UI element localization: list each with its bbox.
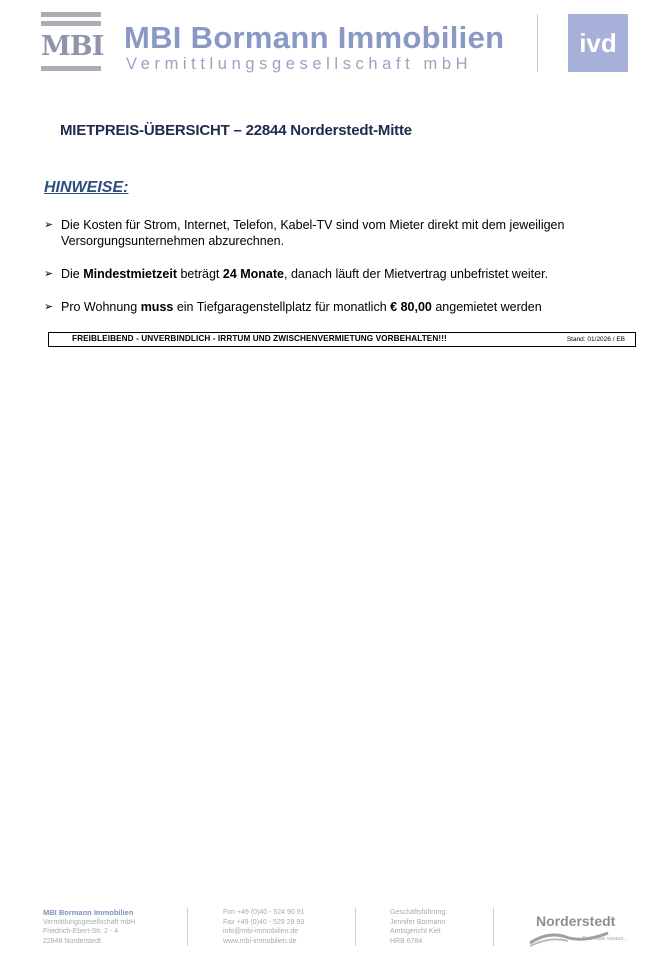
footer-line: Vermittlungsgesellschaft mbH bbox=[43, 918, 136, 926]
footer-contact bbox=[223, 908, 305, 946]
header-divider bbox=[537, 14, 538, 72]
city-slogan: Eine Idee voraus... bbox=[582, 936, 628, 942]
footer-divider bbox=[187, 908, 188, 946]
note-emphasis: € 80,00 bbox=[390, 300, 432, 314]
footer-fax: Fax +49 (0)40 - 529 29 93 bbox=[223, 918, 305, 926]
company-subtitle: Vermittlungsgesellschaft mbH bbox=[126, 55, 473, 73]
footer-line: Geschäftsführung: bbox=[390, 909, 448, 916]
note-emphasis: muss bbox=[140, 300, 174, 314]
disclaimer-box bbox=[48, 332, 636, 347]
stand-date: Stand: 01/2026 / EB bbox=[566, 336, 625, 343]
footer-divider bbox=[493, 908, 494, 946]
bullet-arrow-icon: ➢ bbox=[44, 268, 54, 280]
ivd-logo: ivd bbox=[568, 14, 628, 72]
note-line: Die Kosten für Strom, Internet, Telefon, Kabel-TV sind vom Mieter direkt mit dem jeweiligen bbox=[61, 218, 565, 232]
note-emphasis: 24 Monate bbox=[222, 267, 285, 281]
bullet-arrow-icon: ➢ bbox=[44, 219, 54, 231]
city-name: Norderstedt bbox=[536, 913, 616, 929]
company-name: MBI Bormann Immobilien bbox=[124, 20, 505, 55]
mbi-logo bbox=[41, 12, 103, 74]
logo-bar bbox=[41, 66, 101, 71]
footer-line: HRB 6784 bbox=[390, 937, 423, 945]
logo-bar bbox=[41, 12, 101, 17]
footer-website: www.mbi-immobilien.de bbox=[223, 937, 297, 945]
section-heading: HINWEISE: bbox=[44, 179, 129, 196]
footer-divider bbox=[355, 908, 356, 946]
footer-line: 22848 Norderstedt bbox=[43, 937, 101, 945]
footer-phone: Fon +49 (0)40 - 524 90 91 bbox=[223, 909, 305, 916]
note-fragment: Pro Wohnung bbox=[61, 300, 141, 314]
footer-company: MBI Bormann Immobilien bbox=[43, 908, 134, 917]
note-fragment: beträgt bbox=[177, 267, 223, 281]
bullet-arrow-icon: ➢ bbox=[44, 301, 54, 313]
footer-line: Jennifer Bormann bbox=[390, 918, 446, 926]
disclaimer-text: FREIBLEIBEND - UNVERBINDLICH - IRRTUM UND ZWISCHENVERMIETUNG VORBEHALTEN!!! bbox=[72, 334, 447, 343]
footer-line: Amtsgericht Kiel bbox=[390, 928, 441, 935]
note-text bbox=[61, 299, 542, 315]
note-fragment: angemietet werden bbox=[431, 300, 542, 314]
footer-address bbox=[43, 908, 135, 946]
note-fragment: Die bbox=[61, 267, 84, 281]
footer-line: Friedrich-Ebert-Str. 2 - 4 bbox=[43, 928, 119, 935]
note-text bbox=[61, 266, 548, 282]
footer-email: info@mbi-immobilien.de bbox=[223, 928, 299, 935]
note-emphasis: Mindestmietzeit bbox=[83, 267, 177, 281]
logo-mark: MBI bbox=[41, 31, 104, 62]
note-fragment: , danach läuft der Mietvertrag unbefristet weiter. bbox=[284, 267, 549, 281]
logo-bar bbox=[41, 21, 101, 26]
note-text bbox=[61, 217, 564, 249]
note-fragment: ein Tiefgaragenstellplatz für monatlich bbox=[173, 300, 391, 314]
note-line: Versorgungsunternehmen abzurechnen. bbox=[61, 234, 285, 248]
norderstedt-logo bbox=[528, 913, 632, 949]
page-title: MIETPREIS-ÜBERSICHT – 22844 Norderstedt-Mitte bbox=[60, 122, 412, 139]
footer-management bbox=[390, 908, 447, 946]
